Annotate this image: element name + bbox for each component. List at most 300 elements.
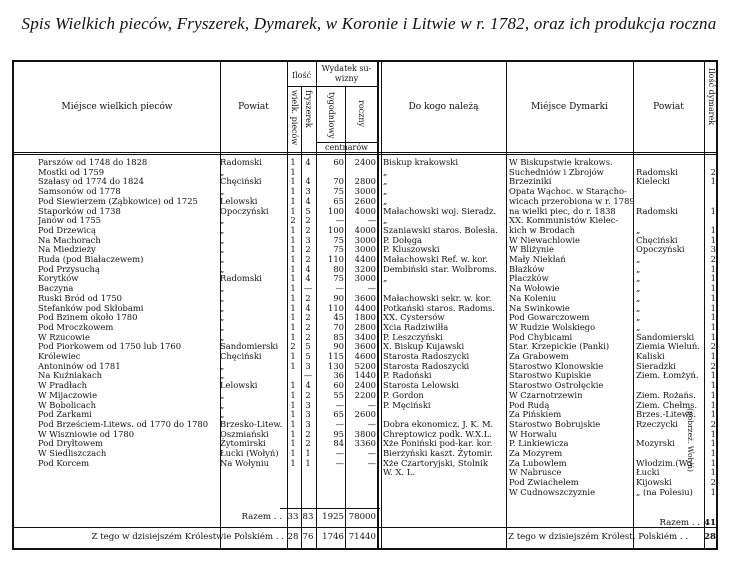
owner-cell: P. Radoński	[383, 370, 432, 381]
annual-output-cell: 1800	[354, 312, 376, 323]
powiat-cell: „	[220, 166, 225, 177]
place-cell: Pod Żarkami	[38, 409, 92, 420]
bloomery-powiat-cell: Ziem. Łomżyń.	[636, 370, 699, 381]
annual-output-cell: 3360	[354, 438, 376, 449]
owner-cell: P. Dołęga	[383, 234, 423, 245]
bloomery-place-cell: Za Mozyrem	[509, 448, 563, 458]
forge-count-cell: 4	[305, 263, 311, 274]
forge-count-cell: 2	[305, 428, 311, 439]
powiat-cell: „	[220, 224, 225, 235]
bloomery-place-cell: Na Swinkowie	[509, 302, 570, 313]
header-owner: Do kogo należą	[408, 102, 479, 112]
bloomery-count-cell: 1	[710, 409, 716, 420]
weekly-output-cell: —	[335, 457, 344, 468]
table-row	[0, 477, 738, 487]
header-rule	[287, 86, 316, 87]
annual-output-cell: 3800	[354, 428, 376, 439]
forge-count-cell: 3	[305, 409, 311, 420]
powiat-cell: „	[220, 254, 225, 264]
weekly-output-cell: 70	[333, 321, 344, 332]
bloomery-count-cell: 2	[710, 360, 716, 371]
place-cell: Parszów od 1748 do 1828	[38, 157, 148, 167]
furnace-count-cell: 2	[290, 215, 296, 226]
powiat-cell: „	[220, 186, 225, 197]
furnace-count-cell: 1	[290, 409, 296, 420]
bloomery-place-cell: W Niewachlowie	[509, 234, 581, 245]
furnace-count-cell: 1	[290, 244, 296, 255]
table-row	[0, 176, 738, 186]
weekly-output-cell: 90	[333, 292, 344, 303]
weekly-output-cell: 110	[328, 254, 344, 264]
furnace-count-cell: 1	[290, 457, 296, 468]
forge-count-cell: 2	[305, 292, 311, 303]
owner-cell: Bierzyński kaszt. Żytomir.	[383, 448, 493, 458]
owner-cell: Xcia Radziwiłła	[383, 321, 449, 332]
table-row	[0, 429, 738, 439]
furnace-count-cell: 1	[290, 234, 296, 245]
annual-output-cell: 4400	[354, 302, 376, 313]
annual-output-cell: —	[367, 448, 376, 458]
table-row	[0, 390, 738, 400]
forge-count-cell: 2	[305, 321, 311, 332]
weekly-output-cell: 60	[333, 380, 344, 391]
bloomery-place-cell: Opata Wąchoc. w Starącho-	[509, 186, 627, 197]
weekly-output-cell: 95	[333, 428, 344, 439]
header-dpowiat: Powiat	[653, 102, 684, 112]
weekly-output-cell: —	[335, 215, 344, 226]
header-tygodniowy: tygodniowy	[327, 92, 336, 139]
powiat-cell: „	[220, 312, 225, 323]
table-row	[0, 196, 738, 206]
forge-count-cell: 3	[305, 234, 311, 245]
header-ilosc: Ilość	[291, 71, 312, 80]
owner-cell: P. Leszczyński	[383, 331, 443, 342]
owner-cell: Małachowski woj. Sieradz.	[383, 205, 497, 216]
owner-cell: Małachowski sekr. w. kor.	[383, 292, 492, 303]
bloomery-powiat-cell: Radomski	[636, 166, 678, 177]
forge-count-cell: —	[303, 283, 313, 294]
powiat-cell: „	[220, 409, 225, 420]
bloomery-count-cell: 2	[710, 418, 716, 429]
forge-count-cell: 2	[305, 254, 311, 264]
header-ilosc-dymarek: Ilość dymarek	[707, 68, 716, 126]
annual-output-cell: 5200	[354, 360, 376, 371]
powiat-cell: Opoczyński	[220, 205, 269, 216]
furnace-count-cell: 1	[290, 273, 296, 284]
header-centnarow: centnarów	[325, 143, 368, 152]
place-cell: Pod Bzinem około 1780	[38, 312, 138, 323]
header-wydatek: Wydatek su-wizny	[321, 64, 372, 83]
owner-cell: „	[383, 195, 388, 206]
annual-output-cell: 3000	[354, 186, 376, 197]
place-cell: Na Miedzieży	[38, 244, 96, 255]
forge-count-cell: 3	[305, 360, 311, 371]
place-cell: Janów od 1755	[38, 215, 101, 226]
bloomery-place-cell: Na Koleniu	[509, 292, 557, 303]
owner-cell: Starosta Lelowski	[383, 380, 459, 391]
furnace-count-cell: 1	[290, 428, 296, 439]
table-row	[0, 186, 738, 196]
forge-count-cell: 4	[305, 273, 311, 284]
bloomery-powiat-cell: Sandomierski	[636, 331, 695, 342]
furnace-count-cell: 1	[290, 224, 296, 235]
weekly-output-cell: 55	[333, 389, 344, 400]
place-cell: Pod Brześciem-Litews. od 1770 do 1780	[38, 418, 209, 429]
bloomery-powiat-cell: Kielecki	[636, 176, 670, 187]
bloomery-powiat-cell: „	[636, 224, 641, 235]
table-row	[0, 322, 738, 332]
bloomery-place-cell: Błażków	[509, 263, 545, 274]
place-cell: Ruski Bród od 1750	[38, 292, 123, 303]
weekly-output-cell: 75	[333, 234, 344, 245]
owner-cell: Starosta Radoszycki	[383, 360, 470, 371]
kingdom-value: 28	[287, 532, 299, 542]
totals-value: 78000	[348, 512, 376, 522]
annual-output-cell: 2400	[354, 157, 376, 167]
table-row	[0, 273, 738, 283]
furnace-count-cell: 1	[290, 312, 296, 323]
annual-output-cell: —	[367, 215, 376, 226]
bloomery-place-cell: W Bliżynie	[509, 244, 554, 255]
furnace-count-cell: 1	[290, 418, 296, 429]
furnace-count-cell: 1	[290, 186, 296, 197]
powiat-cell: „	[220, 244, 225, 255]
table-row	[0, 254, 738, 264]
bloomery-place-cell: Starostwo Bobrujskie	[509, 418, 601, 429]
weekly-output-cell: —	[335, 399, 344, 410]
bloomery-place-cell: Na Wołowie	[509, 283, 560, 294]
annual-output-cell: —	[367, 457, 376, 468]
owner-cell: Dembiński star. Wolbroms.	[383, 263, 497, 274]
place-cell: W Mijaczowie	[38, 389, 98, 400]
bloomery-place-cell: Pod Rudą	[509, 399, 550, 410]
annual-output-cell: 4400	[354, 254, 376, 264]
bloomery-count-cell: 1	[710, 176, 716, 187]
totals-label: Razem . .	[241, 512, 282, 522]
table-row	[0, 293, 738, 303]
table-row	[0, 167, 738, 177]
bloomery-count-cell: 2	[710, 254, 716, 264]
place-cell: Samsonów od 1778	[38, 186, 121, 197]
furnace-count-cell: 1	[290, 254, 296, 264]
powiat-cell: Radomski	[220, 157, 262, 167]
place-cell: Szałasy od 1774 do 1824	[38, 176, 144, 187]
weekly-output-cell: 85	[333, 331, 344, 342]
weekly-output-cell: 80	[333, 263, 344, 274]
place-cell: Pod Piorkowem od 1750 lub 1760	[38, 341, 182, 352]
bloomery-place-cell: W Biskupstwie krakows.	[509, 157, 613, 167]
dymarki-totals-value: 41	[704, 518, 716, 528]
furnace-count-cell: 1	[290, 389, 296, 400]
bloomery-powiat-cell: Kaliski	[636, 351, 665, 361]
annual-output-cell: 2600	[354, 409, 376, 420]
bloomery-powiat-cell: Włodzim.(Wo-	[636, 457, 695, 468]
powiat-cell: Chęciński	[220, 351, 262, 361]
bloomery-powiat-cell: „	[636, 283, 641, 294]
table-row	[0, 264, 738, 274]
annual-output-cell: 2200	[354, 389, 376, 400]
place-cell: Stefanków pod Skłobami	[38, 302, 144, 313]
bloomery-place-cell: XX. Kommunistów Kielec-	[509, 215, 619, 226]
powiat-cell: Łucki (Wołyń)	[220, 448, 279, 458]
bloomery-powiat-cell: Ziemia Wieluń.	[636, 341, 700, 352]
bloomery-powiat-cell: Sieradzki	[636, 360, 676, 371]
annual-output-cell: 3600	[354, 292, 376, 303]
table-row	[0, 438, 738, 448]
forge-count-cell: 1	[305, 457, 311, 468]
forge-count-cell: 4	[305, 380, 311, 391]
table-row	[0, 157, 738, 167]
table-row	[0, 244, 738, 254]
place-cell: Staporków od 1738	[38, 205, 121, 216]
forge-count-cell: 5	[305, 351, 311, 361]
bloomery-powiat-cell: Mozyrski	[636, 438, 675, 449]
owner-cell: Dobra ekonomicz. J. K. M.	[383, 418, 494, 429]
forge-count-cell: 5	[305, 341, 311, 352]
place-cell: Królewiec	[38, 351, 81, 361]
annual-output-cell: —	[367, 399, 376, 410]
owner-cell: Xże Czartoryjski, Stolnik	[383, 457, 488, 468]
kingdom-value: 76	[302, 532, 314, 542]
bloomery-count-cell: 1	[710, 321, 716, 332]
annual-output-cell: 2800	[354, 176, 376, 187]
forge-count-cell: 2	[305, 331, 311, 342]
powiat-cell: „	[220, 234, 225, 245]
annual-output-cell: —	[367, 418, 376, 429]
bloomery-count-cell: 1	[710, 428, 716, 439]
furnace-count-cell: 1	[290, 157, 296, 167]
table-row	[0, 303, 738, 313]
weekly-output-cell: 100	[328, 224, 344, 235]
header-rule	[316, 86, 377, 87]
forge-count-cell: 2	[305, 312, 311, 323]
annual-output-cell: 4000	[354, 205, 376, 216]
place-cell: W Pradłach	[38, 380, 88, 391]
furnace-count-cell: 1	[290, 302, 296, 313]
owner-cell: P. Gordon	[383, 389, 424, 400]
powiat-cell: „	[220, 263, 225, 274]
weekly-output-cell: 110	[328, 302, 344, 313]
weekly-output-cell: 75	[333, 244, 344, 255]
weekly-output-cell: —	[335, 283, 344, 294]
header-dymarki: Miéjsce Dymarki	[531, 102, 608, 112]
table-row	[0, 448, 738, 458]
powiat-cell: „	[220, 331, 225, 342]
header-roczny: roczny	[357, 100, 366, 128]
furnace-count-cell: 1	[290, 166, 296, 177]
weekly-output-cell: 70	[333, 176, 344, 187]
weekly-output-cell: —	[335, 448, 344, 458]
table-row	[0, 341, 738, 351]
table-row	[0, 467, 738, 477]
annual-output-cell: 1440	[354, 370, 376, 381]
bloomery-powiat-cell: Rzeczycki	[636, 418, 678, 429]
bloomery-count-cell: 1	[710, 389, 716, 400]
bloomery-place-cell: Star. Krzepickie (Panki)	[509, 341, 610, 352]
place-cell: Pod Drzewicą	[38, 224, 96, 235]
table-row	[0, 361, 738, 371]
annual-output-cell: 3600	[354, 341, 376, 352]
powiat-cell: Radomski	[220, 273, 262, 284]
furnace-count-cell: 1	[290, 380, 296, 391]
table-row	[0, 351, 738, 361]
owner-cell: „	[383, 273, 388, 284]
header-powiat: Powiat	[238, 102, 269, 112]
powiat-cell: „	[220, 399, 225, 410]
header-wielk-piecow: wielk. pieców	[290, 90, 299, 146]
owner-cell: P. Kluszowski	[383, 244, 440, 255]
furnace-count-cell: 1	[290, 399, 296, 410]
place-cell: Pod Dryłtowem	[38, 438, 103, 449]
table-row	[0, 225, 738, 235]
annual-output-cell: 3000	[354, 273, 376, 284]
bloomery-place-cell: W Nabrusce	[509, 467, 562, 478]
table-row	[0, 487, 738, 497]
bloomery-count-cell: 1	[710, 467, 716, 478]
table-row	[0, 409, 738, 419]
bloomery-powiat-cell: „	[636, 312, 641, 323]
table-row	[0, 312, 738, 322]
table-row	[0, 400, 738, 410]
bloomery-place-cell: Płaczków	[509, 273, 549, 284]
weekly-output-cell: 84	[333, 438, 344, 449]
bloomery-powiat-cell: Ziem. Rożańs.	[636, 389, 696, 400]
bloomery-place-cell: Mały Niekłań	[509, 254, 566, 264]
furnace-count-cell: 1	[290, 321, 296, 332]
bloomery-powiat-cell: „	[636, 292, 641, 303]
place-cell: Ruda (pod Białaczewem)	[38, 254, 144, 264]
bloomery-place-cell: Suchedniów i Zbrojów	[509, 166, 604, 177]
place-cell: Korytków	[38, 273, 79, 284]
bloomery-place-cell: Starostwo Ostrołęckie	[509, 380, 604, 391]
table-row	[0, 419, 738, 429]
dymarki-kingdom-value: 28	[704, 532, 716, 542]
weekly-output-cell: 100	[328, 205, 344, 216]
table-row	[0, 370, 738, 380]
weekly-output-cell: —	[335, 418, 344, 429]
owner-cell: Xże Poniński pod-kar. kor.	[383, 438, 493, 449]
bloomery-place-cell: Starostwo Klonowskie	[509, 360, 604, 371]
weekly-output-cell: 36	[333, 370, 344, 381]
owner-cell: „	[383, 176, 388, 187]
weekly-output-cell: 130	[328, 360, 344, 371]
bloomery-count-cell: 1	[710, 263, 716, 274]
owner-cell: Biskup krakowski	[383, 157, 459, 167]
bloomery-place-cell: W Horwalu	[509, 428, 557, 439]
annual-output-cell: 3200	[354, 263, 376, 274]
forge-count-cell: 2	[305, 438, 311, 449]
bloomery-powiat-cell: Ziem. Chełms.	[636, 399, 698, 410]
bloomery-count-cell: 1	[710, 438, 716, 449]
table-row	[0, 235, 738, 245]
bloomery-count-cell: 1	[710, 224, 716, 235]
bloomery-powiat-cell: Brzes.-Litews.	[636, 409, 697, 420]
weekly-output-cell: 60	[333, 157, 344, 167]
owner-cell: „	[383, 215, 388, 226]
totals-value: 83	[302, 512, 314, 522]
bloomery-powiat-cell: „	[636, 273, 641, 284]
owner-cell: W. X. L.	[383, 467, 415, 478]
powiat-cell: „	[220, 215, 225, 226]
place-cell: Mostki od 1759	[38, 166, 105, 177]
bloomery-powiat-cell: Kijowski	[636, 477, 672, 488]
forge-count-cell: 4	[305, 302, 311, 313]
forge-count-cell: 3	[305, 186, 311, 197]
bloomery-count-cell: 3	[710, 244, 716, 255]
table-row	[0, 332, 738, 342]
bloomery-place-cell: Za Grabowem	[509, 351, 569, 361]
powiat-cell: „	[220, 302, 225, 313]
bloomery-count-cell: 1	[710, 234, 716, 245]
bloomery-count-cell: 1	[710, 283, 716, 294]
weekly-output-cell: 65	[333, 195, 344, 206]
forge-count-cell: 3	[305, 418, 311, 429]
owner-cell: „	[383, 166, 388, 177]
annual-output-cell: 4000	[354, 224, 376, 235]
bloomery-count-cell: 1	[710, 312, 716, 323]
bloomery-count-cell: 1	[710, 486, 716, 497]
bloomery-powiat-cell: „	[636, 263, 641, 274]
powiat-cell: „	[220, 283, 225, 294]
bloomery-place-cell: W Cudnowszczyznie	[509, 486, 596, 497]
annual-output-cell: 4600	[354, 351, 376, 361]
weekly-output-cell: 90	[333, 341, 344, 352]
furnace-count-cell: 1	[290, 438, 296, 449]
table-row	[0, 283, 738, 293]
powiat-cell: Oszmiański	[220, 428, 269, 439]
forge-count-cell: 2	[305, 215, 311, 226]
annual-output-cell: 2400	[354, 380, 376, 391]
furnace-count-cell: 1	[290, 205, 296, 216]
place-cell: W Wiszniowie od 1780	[38, 428, 135, 439]
bloomery-count-cell: 1	[710, 331, 716, 342]
furnace-count-cell: 1	[290, 360, 296, 371]
forge-count-cell: 2	[305, 389, 311, 400]
bloomery-count-cell: 2	[710, 166, 716, 177]
forge-count-cell: 1	[305, 448, 311, 458]
bloomery-powiat-cell: Opoczyński	[636, 244, 685, 255]
place-cell: Antoninów od 1781	[38, 360, 121, 371]
powiat-cell: Lelowski	[220, 380, 258, 391]
bloomery-count-cell: 2	[710, 477, 716, 488]
furnace-count-cell: 1	[290, 176, 296, 187]
bloomery-powiat-cell: Łucki	[636, 467, 660, 478]
bloomery-place-cell: Za Lubowlem	[509, 457, 567, 468]
bloomery-place-cell: Pod Gowarczowem	[509, 312, 590, 323]
owner-cell: Potkański staros. Radoms.	[383, 302, 495, 313]
place-cell: W Rzucowie	[38, 331, 90, 342]
bloomery-place-cell: na wielki piec, do r. 1838	[509, 205, 616, 216]
annual-output-cell: 3000	[354, 244, 376, 255]
annual-output-cell: 3000	[354, 234, 376, 245]
forge-count-cell: 5	[305, 205, 311, 216]
forge-count-cell: 3	[305, 399, 311, 410]
place-cell: Pod Siewierzem (Ząbkowice) od 1725	[38, 195, 198, 206]
owner-cell: X. Biskup Kujawski	[383, 341, 465, 352]
place-cell: W Siedliszczach	[38, 448, 107, 458]
bloomery-place-cell: Brzeziniki	[509, 176, 552, 187]
powiat-cell: „	[220, 292, 225, 303]
owner-cell: „	[383, 186, 388, 197]
annual-output-cell: 3400	[354, 331, 376, 342]
header-fryszerek: fryszerek	[304, 90, 313, 128]
place-cell: Pod Przysuchą	[38, 263, 100, 274]
forge-count-cell: 4	[305, 157, 311, 167]
powiat-cell: „	[220, 389, 225, 400]
powiat-cell: Żytomirski	[220, 438, 266, 449]
owner-cell: Małachowski Ref. w. kor.	[383, 254, 489, 264]
bloomery-place-cell: Pod Chybicami	[509, 331, 573, 342]
